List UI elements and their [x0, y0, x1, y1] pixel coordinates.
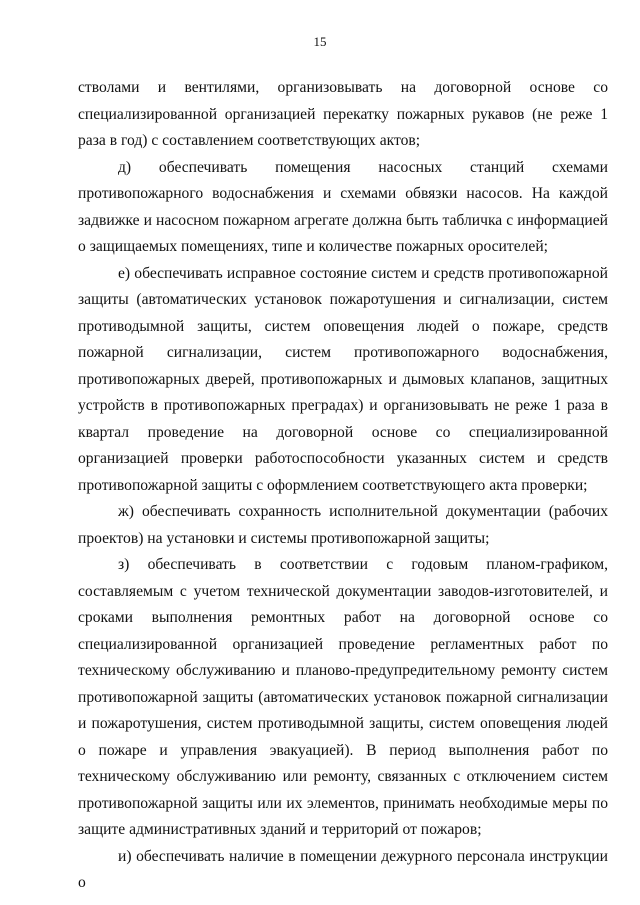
- paragraph-item-d: д) обеспечивать помещения насосных станций схемами противопожарного водоснабжения и схемами обвязки насосов. На каждой задвижке и насосном пожарном агрегате должна быть табличка с информацией о защищаемых помещениях, типе и количестве пожарных оросителей;: [78, 158, 608, 255]
- document-body: [78, 75, 608, 897]
- paragraph-item-e: е) обеспечивать исправное состояние систем и средств противопожарной защиты (автоматических установок пожаротушения и сигнализации, систем противодымной защиты, систем оповещения людей о пожаре, средств пожарной сигнализации, систем противопожарного водоснабжения, противопожарных дверей, противопожарных и дымовых клапанов, защитных устройств в противопожарных преградах) и организовывать не реже 1 раза в квартал проведение на договорной основе со специализированной организацией проверки работоспособности указанных систем и средств противопожарной защиты с оформлением соответствующего акта проверки;: [78, 264, 608, 494]
- paragraph-continuation: стволами и вентилями, организовывать на договорной основе со специализированной организацией перекатку пожарных рукавов (не реже 1 раза в год) с составлением соответствующих актов;: [78, 79, 608, 149]
- paragraph-item-z: з) обеспечивать в соответствии с годовым планом-графиком, составляемым с учетом технической документации заводов-изготовителей, и сроками выполнения ремонтных работ на договорной основе со специализированной организацией проведение регламентных работ по техническому обслуживанию и планово-предупредительному ремонту систем противопожарной защиты (автоматических установок пожарной сигнализации и пожаротушения, систем противодымной защиты, систем оповещения людей о пожаре и управления эвакуацией). В период выполнения работ по техническому обслуживанию или ремонту, связанных с отключением систем противопожарной защиты или их элементов, принимать необходимые меры по защите административных зданий и территорий от пожаров;: [78, 556, 608, 838]
- paragraph-item-i: и) обеспечивать наличие в помещении дежурного персонала инструкции о: [78, 847, 608, 891]
- page-number: 15: [313, 34, 327, 49]
- paragraph-item-zh: ж) обеспечивать сохранность исполнительной документации (рабочих проектов) на установки и системы противопожарной защиты;: [78, 503, 608, 547]
